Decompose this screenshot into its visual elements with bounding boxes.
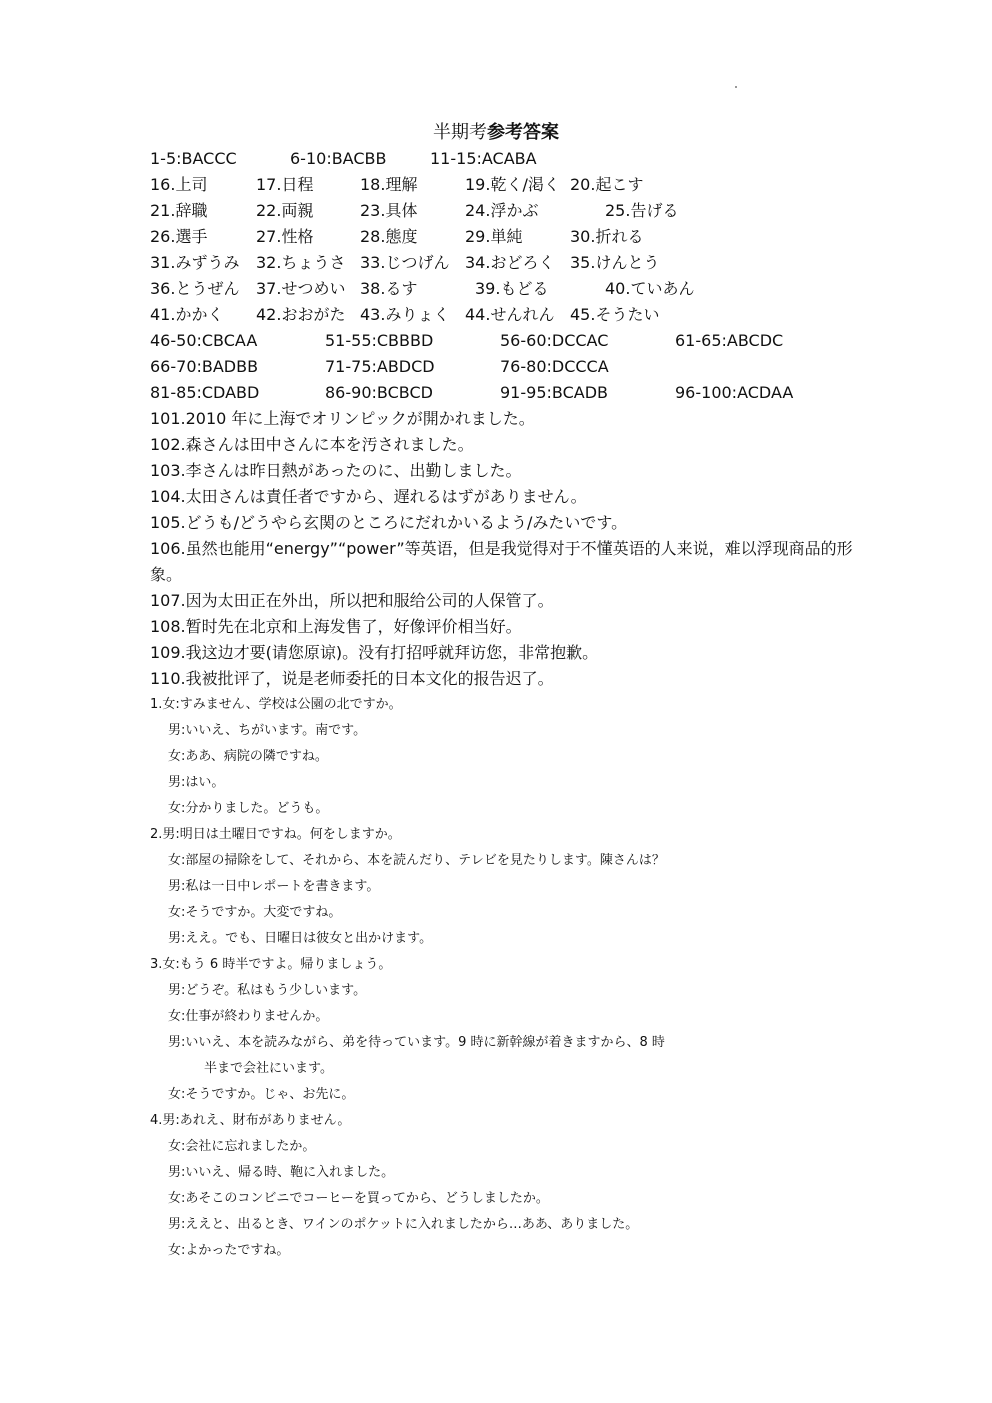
dialogue-line: 女:部屋の掃除をして、それから、本を読んだり、テレビを見たりします。陳さんは？ — [168, 853, 665, 868]
listening-scripts — [150, 692, 870, 1264]
answer-cell: 61-65:ABCDC — [675, 331, 784, 350]
answer-cell: 39.もどる — [475, 279, 549, 298]
answer-cell: 22.両親 — [256, 201, 314, 220]
dialogue-line: 男:いいえ、本を読みながら、弟を待っています。9 時に新幹線が着きますから、8 時 — [168, 1035, 665, 1050]
answer-cell: 23.具体 — [360, 201, 418, 220]
answer-row — [150, 172, 870, 198]
answer-row — [150, 250, 870, 276]
dialogue-line: 女:仕事が終わりませんか。 — [168, 1009, 329, 1024]
answer-row — [150, 328, 870, 354]
answer-cell: 21.辞職 — [150, 201, 208, 220]
answer-row — [150, 224, 870, 250]
answer-cell: 28.態度 — [360, 227, 418, 246]
answer-sentence: 107.因为太田正在外出，所以把和服给公司的人保管了。 — [150, 591, 554, 610]
dialogue-line: 女:ああ、病院の隣ですね。 — [168, 749, 328, 764]
answer-row — [150, 146, 870, 172]
answer-grid — [150, 146, 870, 406]
answer-cell: 27.性格 — [256, 227, 314, 246]
answer-cell: 24.浮かぶ — [465, 201, 539, 220]
answer-cell: 51-55:CBBBD — [325, 331, 434, 350]
answer-row — [150, 276, 870, 302]
dialogue-line: 女:あそこのコンビニでコーヒーを買ってから、どうしましたか。 — [168, 1191, 549, 1206]
dialogue-2 — [150, 822, 870, 952]
answer-cell: 18.理解 — [360, 175, 418, 194]
dialogue-line: 男:私は一日中レポートを書きます。 — [168, 879, 380, 894]
answer-cell: 33.じつげん — [360, 253, 450, 272]
answer-sentence: 105.どうも/どうやら玄関のところにだれかいるよう/みたいです。 — [150, 513, 628, 532]
answer-row — [150, 302, 870, 328]
answer-cell: 20.起こす — [570, 175, 644, 194]
dialogue-line: 男:いいえ、ちがいます。南です。 — [168, 723, 367, 738]
answer-cell: 66-70:BADBB — [150, 357, 259, 376]
answer-cell: 44.せんれん — [465, 305, 555, 324]
answer-cell: 41.かかく — [150, 305, 224, 324]
answer-cell: 19.乾く/渇く — [465, 175, 560, 194]
answer-cell: 81-85:CDABD — [150, 383, 260, 402]
answer-sentence: 102.森さんは田中さんに本を汚されました。 — [150, 435, 474, 454]
dialogue-line: 男:はい。 — [168, 775, 225, 790]
answer-cell: 35.けんとう — [570, 253, 660, 272]
answer-cell: 42.おおがた — [256, 305, 346, 324]
answer-cell: 38.るす — [360, 279, 418, 298]
answer-cell: 16.上司 — [150, 175, 208, 194]
answer-cell: 32.ちょうさ — [256, 253, 346, 272]
answer-cell: 86-90:BCBCD — [325, 383, 433, 402]
dialogue-line: 女:会社に忘れましたか。 — [168, 1139, 316, 1154]
answer-row — [150, 380, 870, 406]
answer-cell: 56-60:DCCAC — [500, 331, 609, 350]
dialogue-line: 女:よかったですね。 — [168, 1243, 290, 1258]
dialogue-line: 半まで会社にいます。 — [204, 1061, 333, 1076]
answer-cell: 43.みりょく — [360, 305, 450, 324]
answer-cell: 30.折れる — [570, 227, 644, 246]
answer-sentence: 109.我这边才要(请您原谅)。没有打招呼就拜访您，非常抱歉。 — [150, 643, 599, 662]
answer-cell: 40.ていあん — [605, 279, 695, 298]
dialogue-line: 4.男:あれえ、財布がありません。 — [150, 1113, 351, 1128]
title-bold: 参考答案 — [487, 122, 559, 143]
translation-answers — [150, 406, 870, 692]
dialogue-line: 男:どうぞ。私はもう少しいます。 — [168, 983, 367, 998]
dialogue-line: 男:いいえ、帰る時、鞄に入れました。 — [168, 1165, 395, 1180]
answer-sentence: 108.暂时先在北京和上海发售了，好像评价相当好。 — [150, 617, 522, 636]
answer-cell: 29.単純 — [465, 227, 523, 246]
answer-cell: 6-10:BACBB — [290, 149, 387, 168]
dialogue-line: 3.女:もう 6 時半ですよ。帰りましょう。 — [150, 957, 392, 972]
answer-cell: 26.選手 — [150, 227, 208, 246]
dialogue-3 — [150, 952, 870, 1108]
answer-sentence: 103.李さんは昨日熱があったのに、出勤しました。 — [150, 461, 522, 480]
dialogue-4 — [150, 1108, 870, 1264]
answer-cell: 45.そうたい — [570, 305, 660, 324]
answer-cell: 1-5:BACCC — [150, 149, 237, 168]
answer-cell: 91-95:BCADB — [500, 383, 608, 402]
page-title — [0, 120, 992, 146]
dialogue-1 — [150, 692, 870, 822]
answer-cell: 46-50:CBCAA — [150, 331, 258, 350]
answer-cell: 31.みずうみ — [150, 253, 240, 272]
dialogue-line: 女:分かりました。どうも。 — [168, 801, 329, 816]
dialogue-line: 2.男:明日は土曜日ですね。何をしますか。 — [150, 827, 401, 842]
dialogue-line: 1.女:すみません、学校は公園の北ですか。 — [150, 697, 402, 712]
answer-cell: 17.日程 — [256, 175, 314, 194]
title-light: 半期考 — [433, 122, 487, 143]
answer-row — [150, 354, 870, 380]
answer-cell: 76-80:DCCCA — [500, 357, 609, 376]
answer-sentence: 106.虽然也能用“energy”“power”等英语，但是我觉得对于不懂英语的人来说，难以浮现商品的形象。 — [150, 539, 853, 584]
answer-cell: 34.おどろく — [465, 253, 555, 272]
answer-cell: 36.とうぜん — [150, 279, 240, 298]
answer-cell: 11-15:ACABA — [430, 149, 537, 168]
answer-cell: 71-75:ABDCD — [325, 357, 435, 376]
speck-mark — [735, 86, 737, 88]
dialogue-line: 女:そうですか。大変ですね。 — [168, 905, 342, 920]
answer-sentence: 110.我被批评了，说是老师委托的日本文化的报告迟了。 — [150, 669, 554, 688]
answer-cell: 25.告げる — [605, 201, 679, 220]
dialogue-line: 男:ええと、出るとき、ワインのポケットに入れましたから…ああ、ありました。 — [168, 1217, 639, 1232]
answer-cell: 96-100:ACDAA — [675, 383, 794, 402]
answer-sentence: 104.太田さんは責任者ですから、遅れるはずがありません。 — [150, 487, 587, 506]
answer-cell: 37.せつめい — [256, 279, 346, 298]
answer-sentence: 101.2010 年に上海でオリンピックが開かれました。 — [150, 409, 535, 428]
answer-row — [150, 198, 870, 224]
dialogue-line: 女:そうですか。じゃ、お先に。 — [168, 1087, 355, 1102]
dialogue-line: 男:ええ。でも、日曜日は彼女と出かけます。 — [168, 931, 433, 946]
